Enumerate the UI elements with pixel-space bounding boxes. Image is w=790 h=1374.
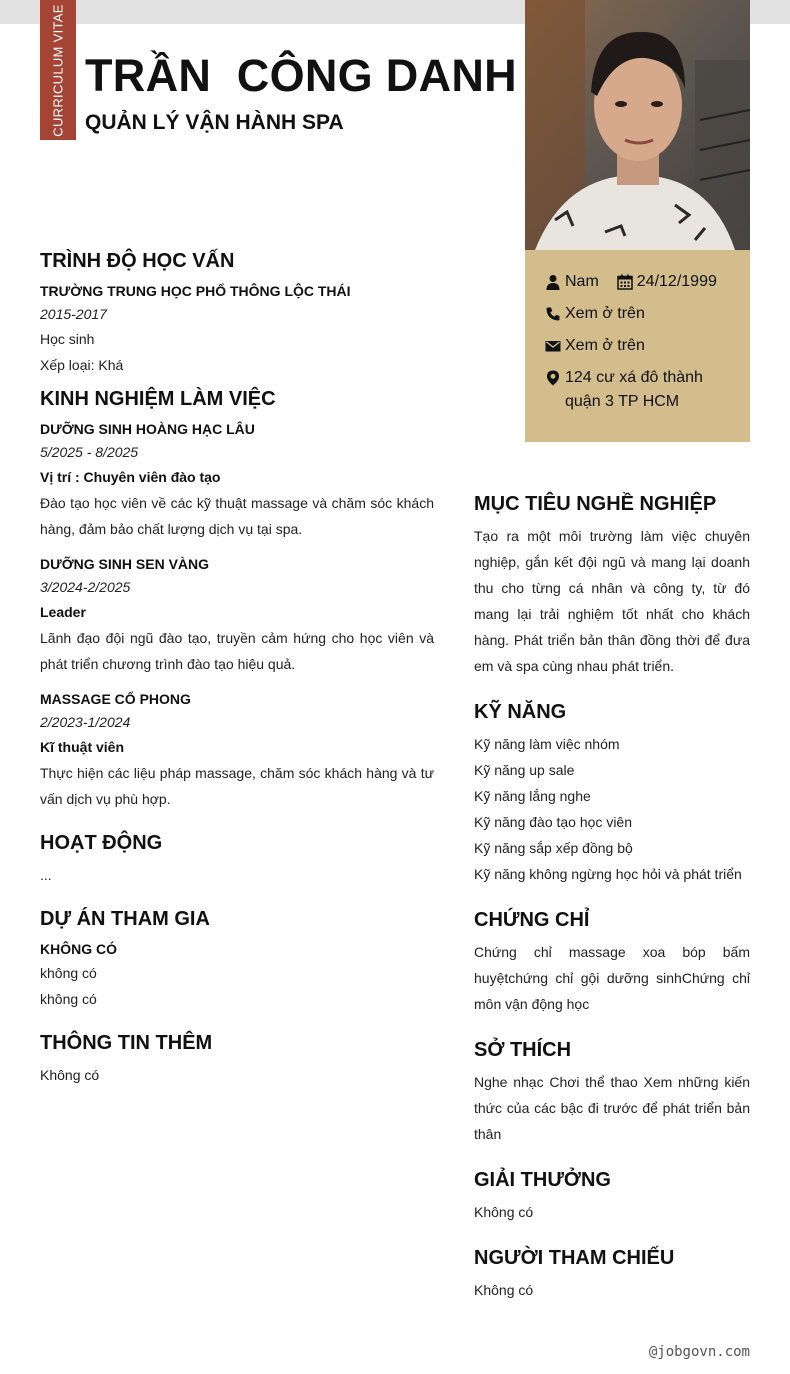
job-role: Vị trí : Chuyên viên đào tạo (40, 469, 221, 485)
company-name: DƯỠNG SINH HOÀNG HẠC LÂU (40, 421, 255, 437)
address-value (565, 366, 703, 414)
cv-tab-label: CURRICULUM VITAE (50, 3, 66, 137)
school-name: TRƯỜNG TRUNG HỌC PHỔ THÔNG LỘC THÁI (40, 283, 351, 299)
awards-text: Không có (474, 1204, 534, 1220)
candidate-name: TRẦN CÔNG DANH (85, 50, 517, 101)
skills-list (474, 731, 750, 887)
map-pin-icon (545, 366, 561, 390)
skill-item: Kỹ năng up sale (474, 762, 575, 778)
certificates-heading: CHỨNG CHỈ (474, 909, 590, 931)
contact-row-phone (545, 302, 732, 326)
certificates-text: Chứng chỉ massage xoa bóp bấm huyệtchứng chỉ gội dưỡng sinhChứng chỉ môn vận động học (474, 944, 750, 1012)
phone-value: Xem ở trên (565, 305, 645, 322)
skill-item: Kỹ năng lắng nghe (474, 788, 591, 804)
objective-text: Tạo ra một môi trường làm việc chuyên nghiệp, gắn kết đội ngũ và mang lại doanh thu cho từng cá nhân và công ty, từ đó mang lại trải nghiệm tốt nhất cho khách hàng. Phát triển bản thân đồng thời để đưa em và spa cùng nhau phát triển. (474, 528, 750, 674)
cv-tab (40, 0, 76, 140)
education-period: 2015-2017 (40, 306, 107, 322)
references-section (474, 1243, 750, 1303)
job-period: 2/2023-1/2024 (40, 714, 131, 730)
extra-info-heading: THÔNG TIN THÊM (40, 1032, 213, 1054)
education-grade: Xếp loại: Khá (40, 357, 124, 373)
contact-row-email (545, 334, 732, 358)
project-line: không có (40, 991, 97, 1007)
activities-text: ... (40, 867, 52, 883)
hobbies-heading: SỞ THÍCH (474, 1039, 572, 1061)
envelope-icon (545, 334, 561, 358)
experience-item (40, 553, 434, 677)
job-period: 5/2025 - 8/2025 (40, 444, 139, 460)
skill-item: Kỹ năng làm việc nhóm (474, 736, 620, 752)
objective-section (474, 489, 750, 679)
birthdate-value: 24/12/1999 (636, 273, 717, 290)
certificates-section (474, 905, 750, 1017)
awards-section (474, 1165, 750, 1225)
user-icon (545, 270, 561, 294)
extra-info-section (40, 1028, 434, 1088)
skill-item: Kỹ năng đào tạo học viên (474, 814, 633, 830)
profile-photo (525, 0, 750, 250)
job-role: Kĩ thuật viên (40, 739, 125, 755)
hobbies-section (474, 1035, 750, 1147)
projects-heading: DỰ ÁN THAM GIA (40, 908, 210, 930)
phone-icon (545, 302, 561, 326)
skills-section (474, 697, 750, 887)
contact-row-gender-birthdate (545, 270, 732, 294)
experience-item (40, 688, 434, 812)
hobbies-text: Nghe nhạc Chơi thể thao Xem những kiến thức của các bậc đi trước để phát triển bản thân (474, 1074, 750, 1142)
contact-panel (525, 250, 750, 442)
experience-heading: KINH NGHIỆM LÀM VIỆC (40, 388, 276, 410)
job-description: Đào tạo học viên về các kỹ thuật massage và chăm sóc khách hàng, đảm bảo chất lượng dịch vụ tại spa. (40, 495, 434, 537)
address-line-1: 124 cư xá đô thành (565, 369, 703, 386)
left-column (40, 246, 434, 1088)
company-name: MASSAGE CỔ PHONG (40, 691, 191, 707)
projects-section (40, 904, 434, 1012)
activities-section (40, 828, 434, 888)
education-heading: TRÌNH ĐỘ HỌC VẤN (40, 250, 235, 272)
watermark: @jobgovn.com (648, 1344, 750, 1360)
calendar-icon (617, 270, 633, 294)
objective-heading: MỤC TIÊU NGHỀ NGHIỆP (474, 493, 717, 515)
gender-value: Nam (565, 273, 599, 290)
references-text: Không có (474, 1282, 534, 1298)
extra-info-text: Không có (40, 1067, 100, 1083)
company-name: DƯỠNG SINH SEN VÀNG (40, 556, 210, 572)
references-heading: NGƯỜI THAM CHIẾU (474, 1247, 675, 1269)
contact-row-address (545, 366, 732, 414)
project-line: không có (40, 965, 97, 981)
experience-section (40, 384, 434, 812)
education-section (40, 246, 434, 378)
right-column (474, 489, 750, 1303)
project-title: KHÔNG CÓ (40, 941, 117, 957)
awards-heading: GIẢI THƯỞNG (474, 1169, 611, 1191)
address-line-2: quận 3 TP HCM (565, 393, 680, 410)
portrait-image (525, 0, 750, 250)
experience-item (40, 418, 434, 542)
skill-item: Kỹ năng sắp xếp đồng bộ (474, 840, 633, 856)
skills-heading: KỸ NĂNG (474, 701, 567, 723)
activities-heading: HOẠT ĐỘNG (40, 832, 163, 854)
job-role: Leader (40, 604, 86, 620)
job-title: QUẢN LÝ VẬN HÀNH SPA (85, 111, 344, 134)
skill-item: Kỹ năng không ngừng học hỏi và phát triển (474, 866, 742, 882)
job-description: Lãnh đạo đội ngũ đào tạo, truyền cảm hứng cho học viên và phát triển chương trình đào tạo hiệu quả. (40, 630, 434, 672)
job-period: 3/2024-2/2025 (40, 579, 131, 595)
education-major: Học sinh (40, 331, 95, 347)
job-description: Thực hiện các liệu pháp massage, chăm sóc khách hàng và tư vấn dịch vụ phù hợp. (40, 765, 434, 807)
email-value: Xem ở trên (565, 337, 645, 354)
